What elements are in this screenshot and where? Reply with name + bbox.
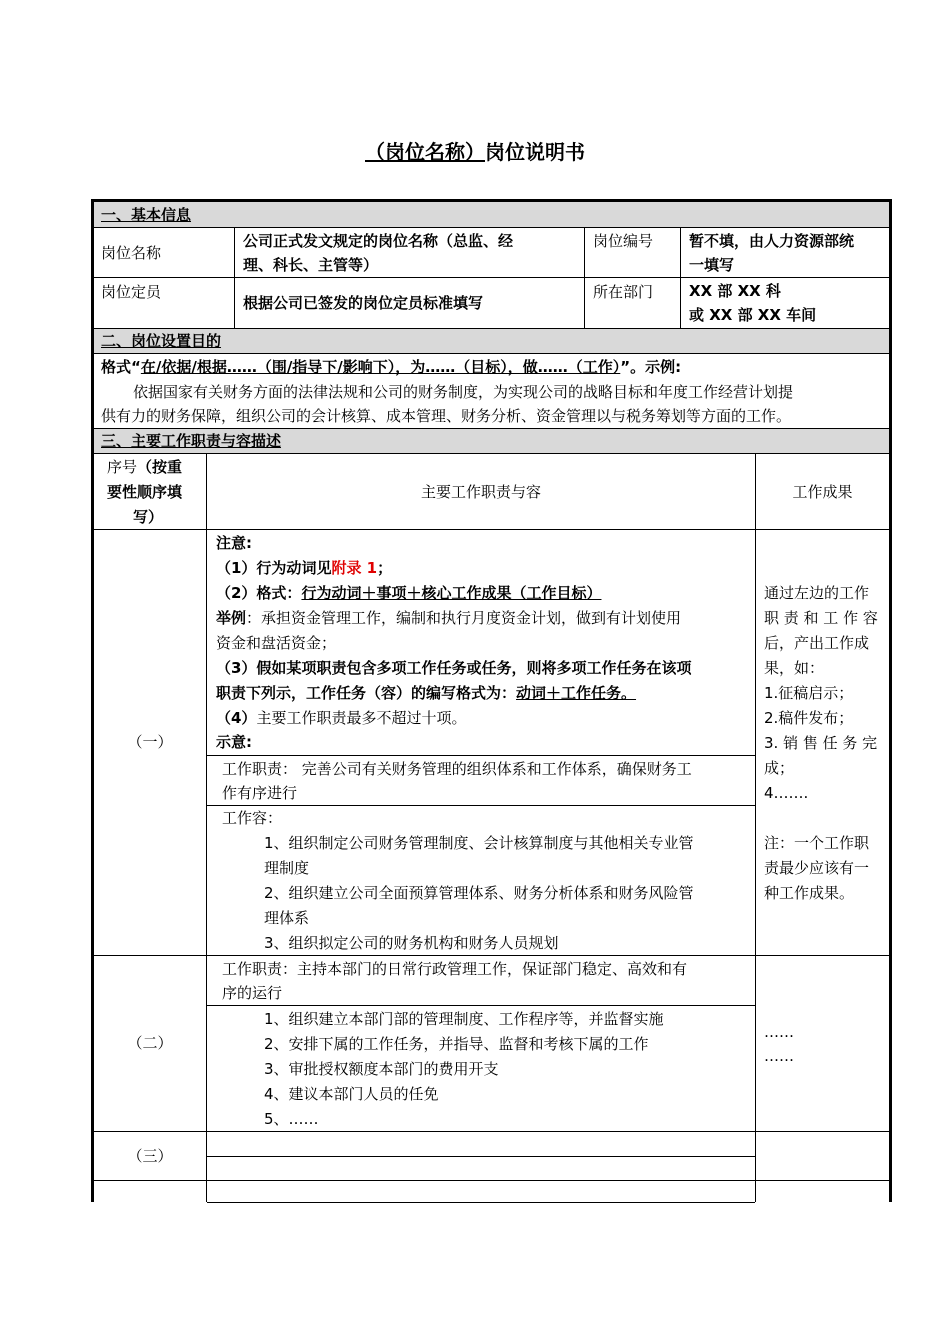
row1-seq: （一） (127, 733, 173, 751)
note-3-format: 动词＋工作任务。 (516, 684, 637, 702)
table-right-border (889, 199, 892, 1202)
divider (755, 453, 756, 1202)
row3-seq: （三） (127, 1147, 173, 1165)
label-headcount: 岗位定员 (101, 283, 162, 301)
divider (584, 227, 585, 328)
notes-heading: 注意: (216, 534, 252, 552)
note-3-text: 职责下列示，工作任务（容）的编写格式为： (216, 684, 517, 702)
row1-result-6: 3. 销 售 任 务 完 (764, 734, 878, 752)
value-position-name-2: 理、科长、主管等） (243, 256, 379, 274)
row2-seq: （二） (127, 1034, 173, 1052)
divider (207, 1202, 755, 1203)
divider (94, 1131, 889, 1132)
col-seq-line3: 写） (133, 508, 164, 526)
row2-result-0: …… (764, 1023, 794, 1041)
value-department-1: XX 部 XX 科 (689, 282, 781, 300)
example-line-2: 供有力的财务保障，组织公司的会计核算、成本管理、财务分析、资金管理以与税务筹划等方面的工作。 (101, 407, 792, 425)
row1-result-5: 2.稿件发布； (764, 709, 854, 727)
row1-result-0: 通过左边的工作 (764, 584, 870, 602)
table-top-border (91, 199, 892, 202)
note-4-prefix: （4） (216, 709, 257, 727)
note-1-prefix: （1）行为动词见 (216, 559, 332, 577)
row1-task1-line1: 1、组织制定公司财务管理制度、会计核算制度与其他相关专业管 (264, 834, 694, 852)
row1-result-8: 4……. (764, 784, 809, 802)
note-3-line1: （3）假如某项职责包含多项工作任务或任务，则将多项工作任务在该项 (216, 659, 692, 677)
section2-header: 二、岗位设置目的 (101, 332, 222, 350)
example-label: 举例 (216, 609, 247, 627)
format-line (101, 355, 681, 380)
note-1 (216, 556, 392, 581)
value-position-code-1: 暂不填，由人力资源部统 (689, 232, 855, 250)
example-2: 资金和盘活资金； (216, 634, 337, 652)
section3-header: 三、主要工作职责与容描述 (101, 432, 282, 450)
note-2 (216, 581, 601, 606)
col-result-header: 工作成果 (792, 483, 853, 501)
divider (206, 453, 207, 1202)
divider (207, 1156, 755, 1157)
row1-result-2: 后，产出工作成 (764, 634, 870, 652)
value-headcount: 根据公司已签发的岗位定员标准填写 (243, 294, 484, 312)
note-2-prefix: （2）格式： (216, 584, 302, 602)
row1-result-note-0: 注：一个工作职 (764, 834, 870, 852)
row2-duty-line1: 工作职责：主持本部门的日常行政管理工作，保证部门稳定、高效和有 (222, 960, 688, 978)
col-seq-line1 (107, 455, 182, 480)
divider (94, 227, 889, 228)
label-department: 所在部门 (593, 283, 654, 301)
divider (94, 277, 889, 278)
row1-task1-line2: 理制度 (264, 859, 310, 877)
row2-task-0: 1、组织建立本部门部的管理制度、工作程序等，并监督实施 (264, 1010, 664, 1028)
col-seq-l1a: 序号 (107, 458, 138, 476)
note-3-line2 (216, 681, 636, 706)
row2-result-1: …… (764, 1047, 794, 1065)
row2-task-1: 2、安排下属的工作任务，并指导、监督和考核下属的工作 (264, 1035, 649, 1053)
format-suffix: ”。示例: (620, 358, 682, 376)
divider (94, 1180, 889, 1181)
divider (207, 755, 755, 756)
value-department-2: 或 XX 部 XX 车间 (689, 306, 817, 324)
label-position-name: 岗位名称 (101, 244, 162, 262)
row2-task-3: 4、建议本部门人员的任免 (264, 1085, 439, 1103)
title-rest: 岗位说明书 (485, 140, 585, 164)
section1-band (94, 202, 889, 227)
col-seq-line2: 要性顺序填 (107, 483, 183, 501)
divider (207, 1005, 755, 1006)
row1-result-1: 职 责 和 工 作 容 (764, 609, 878, 627)
note-4-text: 主要工作职责最多不超过十项。 (256, 709, 467, 727)
title-bracket: （岗位名称） (365, 140, 485, 164)
row1-result-7: 成； (764, 759, 795, 777)
note-4 (216, 706, 466, 731)
row1-duty-line2: 作有序进行 (222, 784, 298, 802)
appendix-link[interactable]: 附录 1 (331, 559, 378, 577)
row1-duty-line1: 工作职责： 完善公司有关财务管理的组织体系和工作体系，确保财务工 (222, 760, 692, 778)
divider (680, 227, 681, 328)
example-text: ：承担资金管理工作，编制和执行月度资金计划，做到有计划使用 (246, 609, 682, 627)
sample-label: 示意: (216, 733, 252, 751)
note-1-suffix: ； (377, 559, 393, 577)
format-middle: 在/依据/根据……（围/指导下/影响下），为……（目标），做……（工作） (140, 358, 621, 376)
format-prefix: 格式“ (101, 358, 141, 376)
row1-task3: 3、组织拟定公司的财务机构和财务人员规划 (264, 934, 559, 952)
section1-header: 一、基本信息 (101, 206, 192, 224)
row2-duty-line2: 序的运行 (222, 984, 283, 1002)
row1-tasks-label: 工作容： (222, 809, 283, 827)
row1-result-note-2: 种工作成果。 (764, 884, 855, 902)
example-line-1: 依据国家有关财务方面的法律法规和公司的财务制度，为实现公司的战略目标和年度工作经营计划提 (133, 383, 794, 401)
row1-task2-line2: 理体系 (264, 909, 310, 927)
divider (234, 227, 235, 328)
row1-result-note-1: 责最少应该有一 (764, 859, 870, 877)
row1-result-3: 果，如： (764, 659, 825, 677)
label-position-code: 岗位编号 (593, 232, 654, 250)
divider (94, 529, 889, 530)
page-title (0, 136, 950, 165)
note-2-format: 行为动词＋事项＋核心工作成果（工作目标） (301, 584, 602, 602)
col-seq-l1b: （按重 (137, 458, 183, 476)
value-position-name-1: 公司正式发文规定的岗位名称（总监、经 (243, 232, 514, 250)
row1-task2-line1: 2、组织建立公司全面预算管理体系、财务分析体系和财务风险管 (264, 884, 694, 902)
col-duty-header: 主要工作职责与容 (420, 483, 541, 501)
row1-result-4: 1.征稿启示； (764, 684, 854, 702)
row2-task-4: 5、…… (264, 1110, 319, 1128)
row2-task-2: 3、审批授权额度本部门的费用开支 (264, 1060, 499, 1078)
example-1 (216, 606, 681, 631)
value-position-code-2: 一填写 (689, 256, 735, 274)
